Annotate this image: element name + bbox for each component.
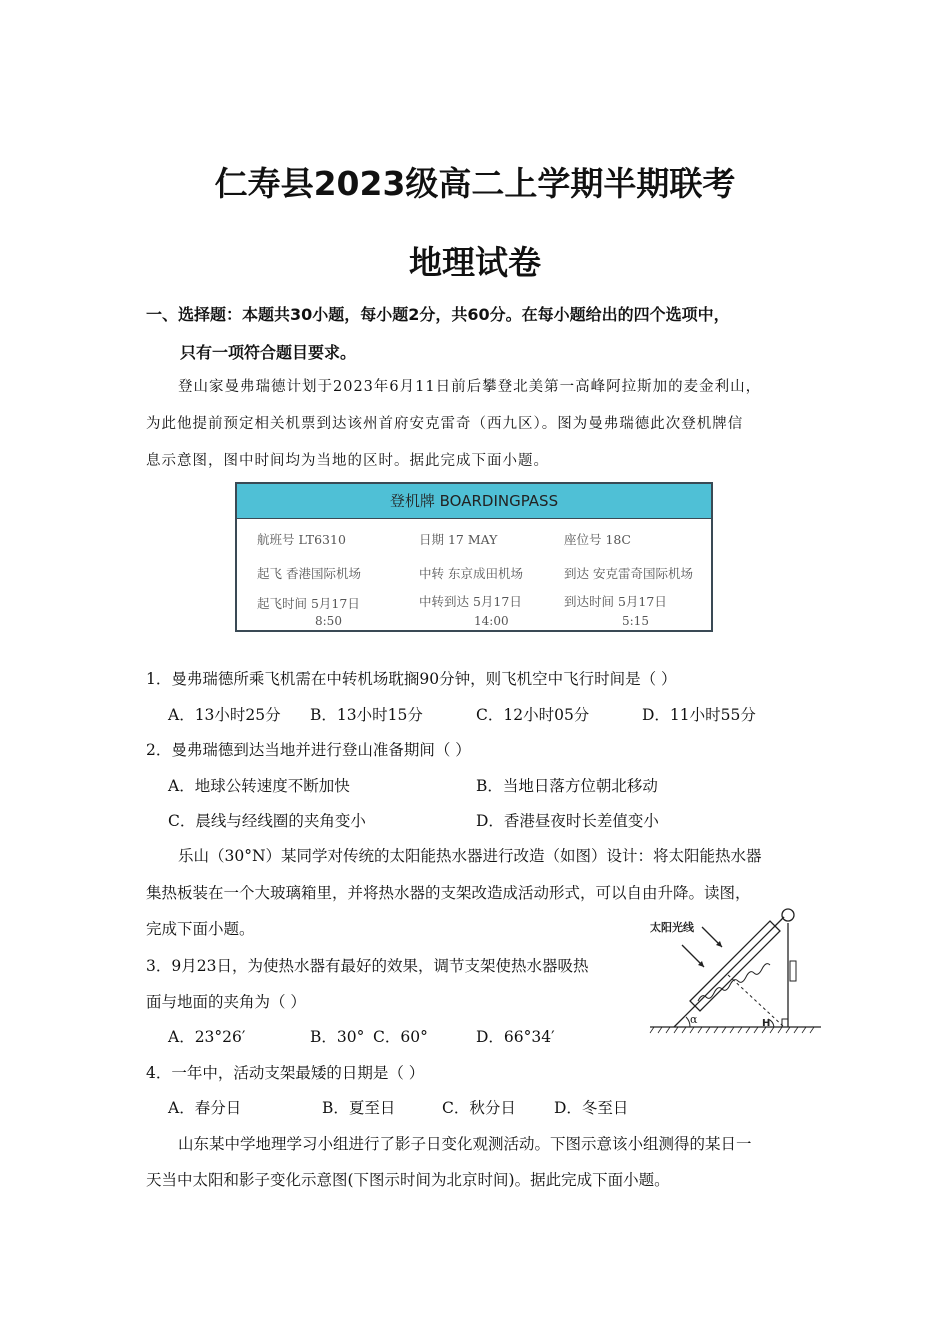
boarding-pass-figure	[235, 482, 713, 632]
q4-option-b: B．夏至日	[322, 1099, 396, 1117]
passage2-line2: 集热板装在一个大玻璃箱里，并将热水器的支架改造成活动形式，可以自由升降。读图，	[146, 884, 751, 902]
passage3-line1: 山东某中学地理学习小组进行了影子日变化观测活动。下图示意该小组测得的某日一	[178, 1135, 752, 1153]
q4-stem: 4．一年中，活动支架最矮的日期是（ ）	[146, 1064, 425, 1082]
q2-option-d: D．香港昼夜时长差值变小	[476, 812, 659, 830]
alpha-label: α	[690, 1013, 698, 1026]
passage2-line3: 完成下面小题。	[146, 920, 255, 938]
q4-option-c: C．秋分日	[442, 1099, 516, 1117]
q3-stem-line1: 3．9月23日，为使热水器有最好的效果，调节支架使热水器吸热	[146, 957, 589, 975]
q1-option-a: A．13小时25分	[168, 706, 281, 724]
pulley-icon	[782, 909, 794, 921]
q3-option-c: C．60°	[373, 1028, 428, 1046]
bp-flight: 航班号 LT6310	[257, 532, 346, 547]
bp-transfer-time-label: 中转到达 5月17日	[419, 594, 522, 609]
q2-option-c: C．晨线与经线圈的夹角变小	[168, 812, 366, 830]
q4-option-a: A．春分日	[168, 1099, 242, 1117]
passage1-line3: 息示意图，图中时间均为当地的区时。据此完成下面小题。	[146, 453, 549, 469]
dashed-shadow-line	[728, 975, 784, 1027]
bp-transfer-time: 14:00	[474, 614, 509, 628]
sun-ray-label: 太阳光线	[650, 921, 694, 934]
q3-option-b: B．30°	[310, 1028, 365, 1046]
q1-stem: 1．曼弗瑞德所乘飞机需在中转机场耽搁90分钟，则飞机空中飞行时间是（ ）	[146, 670, 677, 688]
q1-option-c: C．12小时05分	[476, 706, 590, 724]
bp-depart-time-label: 起飞时间 5月17日	[257, 596, 360, 611]
q3-option-a: A．23°26′	[168, 1028, 246, 1046]
bp-seat: 座位号 18C	[564, 532, 631, 547]
q1-option-b: B．13小时15分	[310, 706, 423, 724]
section-heading-line1: 一、选择题：本题共30小题，每小题2分，共60分。在每小题给出的四个选项中，	[146, 305, 730, 324]
q3-option-d: D．66°34′	[476, 1028, 555, 1046]
exam-title: 仁寿县2023级高二上学期半期联考	[214, 164, 736, 203]
q2-option-a: A．地球公转速度不断加快	[168, 777, 350, 795]
bp-arrive-time: 5:15	[622, 614, 649, 628]
bp-depart-time: 8:50	[315, 614, 342, 628]
passage3-line2: 天当中太阳和影子变化示意图(下图示时间为北京时间)。据此完成下面小题。	[146, 1171, 670, 1189]
q1-option-d: D．11小时55分	[642, 706, 756, 724]
boarding-pass-header: 登机牌 BOARDINGPASS	[237, 484, 711, 519]
bp-depart: 起飞 香港国际机场	[257, 566, 361, 581]
bp-date: 日期 17 MAY	[419, 532, 498, 547]
q3-stem-line2: 面与地面的夹角为（ ）	[146, 993, 306, 1011]
q2-stem: 2．曼弗瑞德到达当地并进行登山准备期间（ ）	[146, 741, 471, 759]
q4-option-d: D．冬至日	[554, 1099, 629, 1117]
passage1-line1: 登山家曼弗瑞德计划于2023年6月11日前后攀登北美第一高峰阿拉斯加的麦金利山，	[178, 379, 762, 395]
solar-heater-figure	[646, 905, 824, 1035]
bp-arrive-time-label: 到达时间 5月17日	[564, 594, 667, 609]
pole-bracket	[790, 961, 796, 981]
section-heading-line2: 只有一项符合题目要求。	[180, 343, 357, 362]
passage2-line1: 乐山（30°N）某同学对传统的太阳能热水器进行改造（如图）设计：将太阳能热水器	[178, 847, 762, 865]
h-label: H	[762, 1018, 771, 1029]
passage1-line2: 为此他提前预定相关机票到达该州首府安克雷奇（西九区）。图为曼弗瑞德此次登机牌信	[146, 416, 744, 432]
ground-hatching	[650, 1027, 814, 1033]
bp-transfer: 中转 东京成田机场	[419, 566, 523, 581]
exam-subtitle: 地理试卷	[409, 243, 541, 282]
bp-arrive: 到达 安克雷奇国际机场	[564, 566, 693, 581]
q2-option-b: B．当地日落方位朝北移动	[476, 777, 658, 795]
